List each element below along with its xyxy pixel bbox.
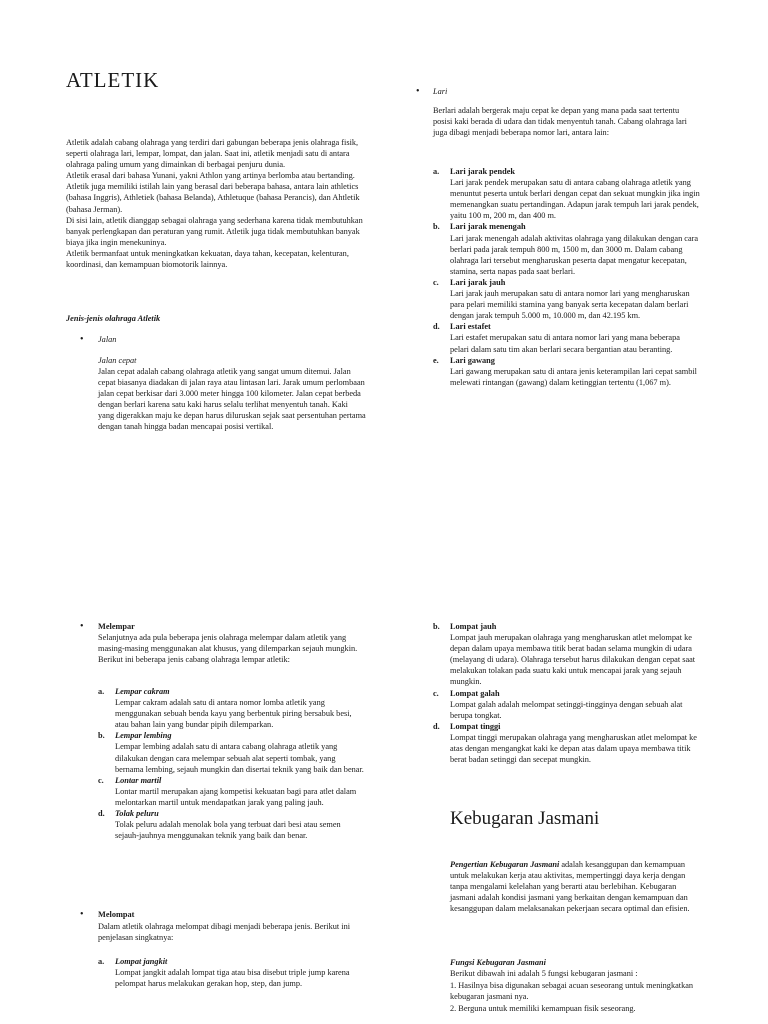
item-text: Lari jarak jauh merupakan satu di antara nomor lari yang mengharuskan para pelari memiliki stamina yang banyak serta kecepatan dalam berlari dengan jarak tempuh 5.000 m, 10.000 m, dan 42.195 km. bbox=[450, 289, 690, 321]
item-text: Lempar cakram adalah satu di antara nomor lomba atletik yang menggunakan sebuah benda kayu yang berbentuk piring bersabuk besi, atau bahan lain yang bundar pipih dilemparkan. bbox=[115, 698, 352, 730]
types-heading: Jenis-jenis olahraga Atletik bbox=[66, 314, 161, 323]
bullet-icon: • bbox=[416, 86, 420, 97]
intro-text bbox=[66, 137, 366, 270]
item-title: Lari gawang bbox=[450, 355, 495, 365]
lari-list bbox=[433, 166, 700, 388]
item-title: Lontar martil bbox=[115, 775, 162, 785]
list-item bbox=[433, 277, 700, 321]
list-item bbox=[98, 686, 366, 730]
list-letter: c. bbox=[98, 775, 104, 785]
page-title: ATLETIK bbox=[66, 68, 160, 92]
intro-paragraph: Atletik erasal dari bahasa Yunani, yakni Athlon yang artinya berlomba atau bertanding. Atletik juga memiliki istilah lain yang berasal dari beberapa bahasa, antara lain athletics (bahasa Inggris), Athletiek (bahasa Belanda), Athletuque (bahasa Perancis), dan Ahtletik (bahasa Jerman). bbox=[66, 171, 360, 214]
item-text: Lari jarak menengah adalah aktivitas olahraga yang dilakukan dengan cara berlari pada jarak tempuh 800 m, 1500 m, dan 3000 m. Dalam cabang olahraga lari tersebut mengharuskan peserta dapat mengatur kecepatan, stamina, serta napas pada saat berlari. bbox=[450, 233, 699, 276]
list-item bbox=[433, 166, 700, 221]
list-letter: c. bbox=[433, 277, 439, 287]
list-letter: d. bbox=[433, 721, 440, 731]
bullet-icon: • bbox=[80, 621, 84, 632]
list-item bbox=[433, 621, 700, 688]
item-text: Lontar martil merupakan ajang kompetisi kekuatan bagi para atlet dalam melontarkan martil untuk mendapatkan jarak yang paling jauh. bbox=[115, 786, 357, 807]
bullet-icon: • bbox=[80, 909, 84, 920]
list-letter: e. bbox=[433, 355, 439, 365]
lari-intro: Berlari adalah bergerak maju cepat ke depan yang mana pada saat tertentu posisi kaki berada di udara dan tidak menyentuh tanah. Cabang olahraga lari juga dibagi menjadi beberapa nomor lari, antara lain: bbox=[433, 106, 687, 138]
list-letter: d. bbox=[98, 809, 105, 819]
list-letter: b. bbox=[98, 731, 105, 741]
item-title: Lari jarak jauh bbox=[450, 277, 506, 287]
list-item bbox=[433, 688, 700, 721]
list-letter: c. bbox=[433, 688, 439, 698]
list-letter: a. bbox=[98, 687, 105, 696]
list-item bbox=[98, 730, 366, 774]
list-item bbox=[98, 956, 366, 989]
list-letter: a. bbox=[433, 167, 440, 176]
item-title: Lompat jangkit bbox=[115, 957, 168, 966]
fungsi-item: 1. Hasilnya bisa digunakan sebagai acuan seseorang untuk meningkatkan kebugaran jasmani nya. bbox=[450, 981, 694, 1002]
fungsi-intro: Berikut dibawah ini adalah 5 fungsi kebugaran jasmani : bbox=[450, 969, 638, 978]
lari-label: Lari bbox=[433, 87, 448, 96]
list-letter: b. bbox=[433, 222, 440, 232]
intro-paragraph: Di sisi lain, atletik dianggap sebagai olahraga yang sederhana karena tidak membutuhkan banyak perlengkapan dan peraturan yang rumit. Atletik juga tidak membutuhkan banyak biaya jika ingin menekuninya. bbox=[66, 215, 363, 247]
fungsi-heading: Fungsi Kebugaran Jasmani bbox=[450, 958, 546, 967]
list-letter: d. bbox=[433, 322, 440, 332]
list-item bbox=[433, 221, 700, 276]
item-text: Lompat jauh merupakan olahraga yang mengharuskan atlet melompat ke depan dalam upaya membawa titik berat badan selama mungkin di udara (melayang di udara). Olahraga tersebut harus dilakukan dengan cepat saat melakukan tolakan pada suatu kaki untuk mencapai jarak yang sejauh mungkin. bbox=[450, 633, 696, 687]
item-title: Lompat galah bbox=[450, 688, 500, 698]
list-item bbox=[433, 355, 700, 388]
pengertian-term: Pengertian Kebugaran Jasmani bbox=[450, 860, 560, 869]
intro-paragraph: Atletik bermanfaat untuk meningkatkan kekuatan, daya tahan, kecepatan, kelenturan, koordinasi, dan kemampuan biomotorik lainnya. bbox=[66, 248, 349, 270]
list-item bbox=[98, 775, 366, 808]
kebugaran-title: Kebugaran Jasmani bbox=[450, 808, 600, 829]
item-text: Lompat tinggi merupakan olahraga yang mengharuskan atlet melompat ke atas dengan mengangkat kaki ke depan atas dalam upaya membawa titik berat badan setinggi dan secepat mungkin. bbox=[450, 732, 697, 765]
item-text: Lompat galah adalah melompat setinggi-tingginya dengan sebuah alat berupa tongkat. bbox=[450, 699, 683, 720]
jalan-label: Jalan bbox=[98, 335, 117, 344]
jalan-cepat-text: Jalan cepat adalah cabang olahraga atletik yang sangat umum ditemui. Jalan cepat biasanya diadakan di jalan raya atau lintasan lari. Jarak umum perlombaan jalan cepat berkisar dari 3.000 meter hingga 100 kilometer. Jalan cepat berbeda dengan berlari karena satu kaki harus selalu terlihat menyentuh tanah. Kaki yang digerakkan maju ke depan harus diluruskan sejak saat persentuhan pertama dengan tanah hingga badan mencapai posisi vertikal. bbox=[98, 367, 366, 432]
item-text: Lari gawang merupakan satu di antara jenis keterampilan lari cepat sambil melewati rintangan (gawang) dalam ketinggian tertentu (1,067 m). bbox=[450, 366, 697, 387]
bullet-icon: • bbox=[80, 334, 84, 345]
melempar-label: Melempar bbox=[98, 622, 135, 631]
item-text: Lompat jangkit adalah lompat tiga atau bisa disebut triple jump karena pelompat harus melakukan gerakan hop, step, dan jump. bbox=[115, 968, 350, 989]
melempar-intro: Selanjutnya ada pula beberapa jenis olahraga melempar dalam atletik yang masing-masing menggunakan alat khusus, yang dilemparkan sejauh mungkin. Berikut ini beberapa jenis cabang olahraga lempar atletik: bbox=[98, 633, 358, 665]
pengertian-text bbox=[450, 859, 700, 914]
lompat-list bbox=[433, 621, 700, 765]
jalan-cepat-title: Jalan cepat bbox=[98, 356, 137, 365]
list-item bbox=[433, 721, 700, 765]
melompat-list bbox=[98, 956, 366, 989]
item-text: Lempar lembing adalah satu di antara cabang olahraga atletik yang dilakukan dengan cara melempar sebuah alat seperti tombak, yang bernama lembing, sejauh mungkin dan disertai teknik yang baik dan benar. bbox=[115, 742, 364, 774]
item-title: Lompat jauh bbox=[450, 622, 497, 631]
list-item bbox=[98, 808, 366, 841]
intro-paragraph: Atletik adalah cabang olahraga yang terdiri dari gabungan beberapa jenis olahraga fisik, seperti olahraga lari, lempar, lompat, dan jalan. Saat ini, atletik menjadi satu di antara olahraga paling umum yang dimainkan di berbagai penjuru dunia. bbox=[66, 138, 359, 170]
melompat-intro: Dalam atletik olahraga melompat dibagi menjadi beberapa jenis. Berikut ini penjelasan singkatnya: bbox=[98, 922, 351, 943]
fungsi-item: 2. Berguna untuk memiliki kemampuan fisik seseorang. bbox=[450, 1004, 636, 1013]
list-letter: a. bbox=[98, 957, 105, 966]
item-text: Lari estafet merupakan satu di antara nomor lari yang mana beberapa pelari dalam satu tim akan berlari secara bergantian atau beranting. bbox=[450, 333, 680, 354]
item-title: Tolak peluru bbox=[115, 809, 159, 819]
item-text: Lari jarak pendek merupakan satu di antara cabang olahraga atletik yang menuntut peserta untuk berlari dengan cepat dan sekuat mungkin jika ingin memenangkan suatu pertandingan. Adapun jarak tempuh lari jarak pendek, yaitu 100 m, 200 m, dan 400 m. bbox=[450, 178, 700, 221]
melompat-label: Melompat bbox=[98, 910, 135, 919]
item-title: Lempar lembing bbox=[115, 731, 172, 741]
item-title: Lari jarak menengah bbox=[450, 222, 526, 232]
item-title: Lompat tinggi bbox=[450, 721, 501, 731]
item-title: Lari estafet bbox=[450, 322, 491, 332]
item-text: Tolak peluru adalah menolak bola yang terbuat dari besi atau semen sejauh-jauhnya menggunakan teknik yang baik dan benar. bbox=[115, 820, 341, 841]
list-item bbox=[433, 321, 700, 354]
melempar-list bbox=[98, 686, 366, 841]
item-title: Lempar cakram bbox=[115, 687, 170, 696]
item-title: Lari jarak pendek bbox=[450, 167, 515, 176]
list-letter: b. bbox=[433, 622, 440, 631]
pengertian-definition: adalah kesanggupan dan kemampuan untuk melakukan kerja atau aktivitas, mempertinggi daya kerja dengan tanpa mengalami kelelahan yang berarti atau berlebihan. Kebugaran jasmani adalah kondisi jasmani yang berkaitan dengan kemampuan dan kesanggupan dalam melaksanakan pekerjaan secara optimal dan efisien. bbox=[450, 860, 690, 914]
